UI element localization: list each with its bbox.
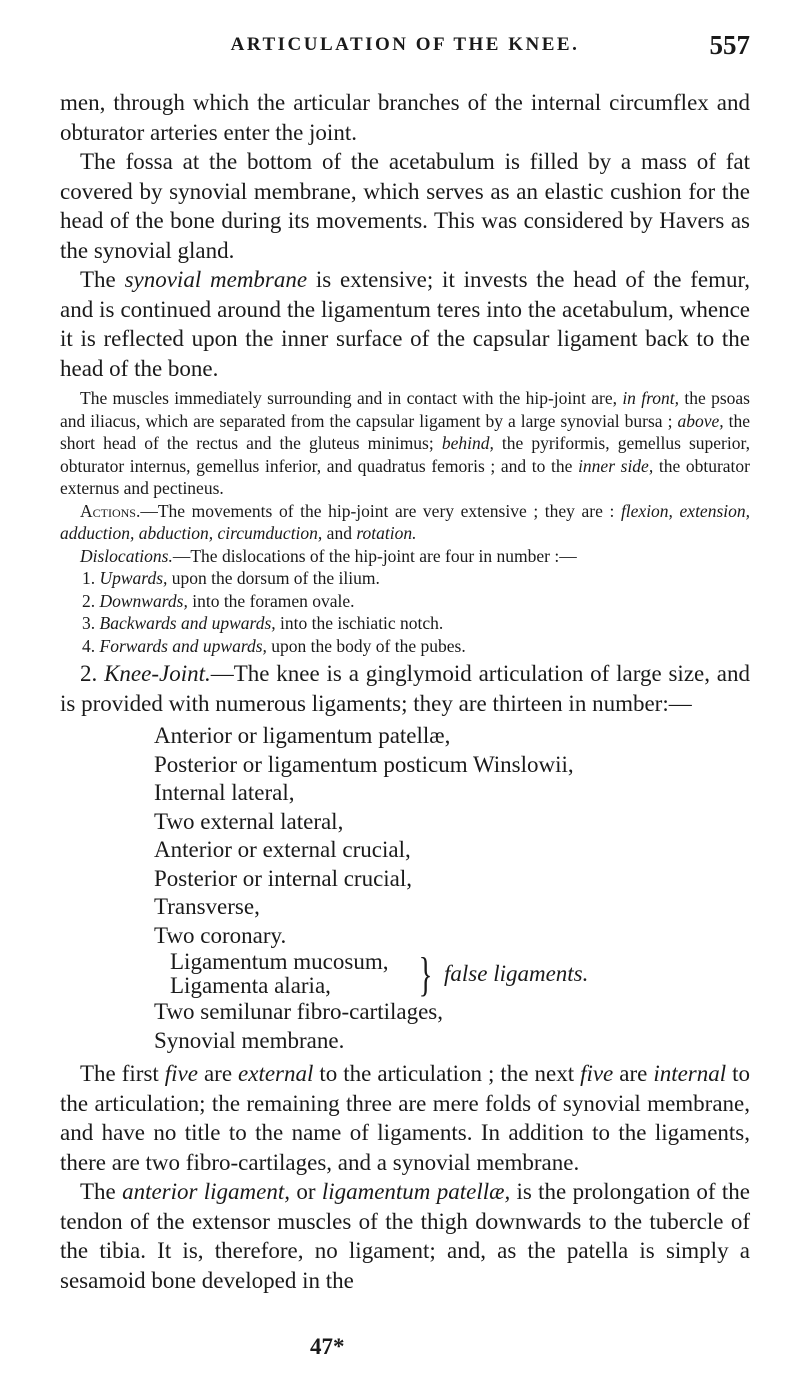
list-item: 1. Upwards, upon the dorsum of the ilium. bbox=[82, 568, 380, 588]
list-item: Two semilunar fibro-cartilages, bbox=[154, 999, 443, 1024]
list-item: Two external lateral, bbox=[154, 808, 344, 834]
list-item: Posterior or ligamentum posticum Winslowii, bbox=[154, 751, 574, 777]
actions-label: Actions. bbox=[80, 500, 141, 521]
list-item: 3. Backwards and upwards, into the ischiatic notch. bbox=[82, 613, 444, 633]
page-number: 557 bbox=[709, 30, 750, 60]
dislocations-label: Dislocations. bbox=[80, 545, 173, 566]
paragraph-muscles: The muscles immediately surrounding and in contact with the hip-joint are, in front, the psoas and iliacus, which are separated from the capsular ligament by a large synovial bursa ; above, the short head of the rectus and the gluteus minimus; behind, the pyriformis, gemellus superior, obturator internus, gemellus inferior, and quadratus femoris ; and to the inner side, the obturator externus and pectineus. bbox=[60, 388, 750, 498]
list-item: Anterior or ligamentum patellæ, bbox=[154, 723, 451, 748]
list-item: Posterior or internal crucial, bbox=[154, 865, 413, 891]
paragraph-fossa: The fossa at the bottom of the acetabulum is filled by a mass of fat covered by synovial membrane, which serves as an elastic cushion for the head of the bone during its movements. This was considered by Havers as the synovial gland. bbox=[60, 149, 750, 263]
knee-joint-label: Knee-Joint. bbox=[104, 661, 211, 686]
ligament-list bbox=[60, 722, 750, 1055]
list-item: Transverse, bbox=[154, 894, 260, 919]
list-item: 2. Downwards, into the foramen ovale. bbox=[82, 590, 355, 611]
term-synovial-membrane: synovial membrane bbox=[124, 267, 308, 292]
list-item: Internal lateral, bbox=[154, 780, 295, 805]
running-head bbox=[60, 30, 750, 64]
paragraph-actions: Actions.—The movements of the hip-joint are very extensive ; they are : flexion, extension, adduction, abduction, circumduction, and rotation. bbox=[60, 500, 750, 543]
signature-mark: 47* bbox=[310, 1334, 345, 1359]
paragraph-synovial-membrane: The synovial membrane is extensive; it invests the head of the femur, and is continued around the ligamentum teres into the acetabulum, whence it is reflected upon the inner surface of the capsular ligament back to the head of the bone. bbox=[60, 267, 750, 381]
list-item: Anterior or external crucial, bbox=[154, 837, 411, 862]
body-text bbox=[60, 88, 750, 1295]
false-ligaments-group bbox=[154, 948, 750, 1001]
paragraph-anterior-ligament: The anterior ligament, or ligamentum patellæ, is the prolongation of the tendon of the extensor muscles of the thigh downwards to the tubercle of the tibia. It is, therefore, no ligament; and, as the patella is simply a sesamoid bone developed in the bbox=[60, 1179, 750, 1293]
paragraph-knee-joint: 2. Knee-Joint.—The knee is a ginglymoid articulation of large size, and is provided with numerous ligaments; they are thirteen in number:— bbox=[60, 661, 751, 716]
list-item: Synovial membrane. bbox=[154, 1027, 345, 1053]
list-item: Two coronary. bbox=[154, 922, 287, 948]
paragraph-dislocations: Dislocations.—The dislocations of the hip-joint are four in number :— bbox=[80, 545, 577, 566]
list-item: Ligamentum mucosum, bbox=[170, 949, 389, 974]
brace: } bbox=[418, 948, 433, 1001]
paragraph-first-five: The first five are external to the articulation ; the next five are internal to the articulation; the remaining three are mere folds of synovial membrane, and have no title to the name of ligaments. In addition to the ligaments, there are two fibro-cartilages, and a synovial membrane. bbox=[60, 1061, 751, 1175]
running-title: ARTICULATION OF THE KNEE. bbox=[230, 34, 580, 55]
false-ligaments-label: false ligaments. bbox=[444, 961, 589, 986]
list-item: Ligamenta alaria, bbox=[170, 973, 331, 998]
list-item: 4. Forwards and upwards, upon the body of the pubes. bbox=[82, 635, 466, 656]
paragraph-arteries: men, through which the articular branches of the internal circumflex and obturator arteries enter the joint. bbox=[60, 90, 750, 145]
